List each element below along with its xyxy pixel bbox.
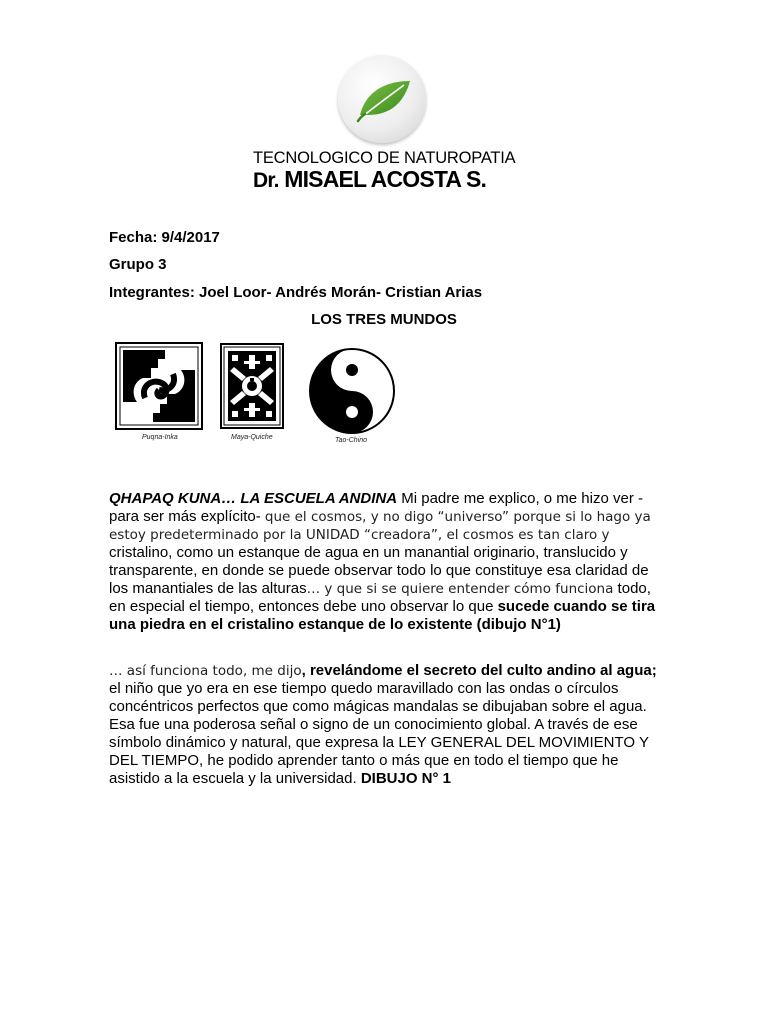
paragraph-1-heading: QHAPAQ KUNA… LA ESCUELA ANDINA bbox=[109, 490, 398, 507]
symbol-caption-3: Tao-Chino bbox=[335, 437, 368, 444]
paragraph-2-text-b: , revelándome el secreto del culto andino al agua; bbox=[301, 662, 657, 679]
paragraph-1-text-e: todo, en especial el tiempo, entonces debe uno observar lo que bbox=[109, 580, 651, 615]
members-line: Integrantes: Joel Loor- Andrés Morán- Cristian Arias bbox=[109, 284, 483, 301]
paragraph-2-text-c: el niño que yo era en ese tiempo quedo maravillado con las ondas o círculos concéntricos perfectos que como mágicas mandalas se dibujaban sobre el agua. Esa fue una poderosa señal o signo de un conocimiento global. A través de ese símbolo dinámico y natural, que expresa la LEY GENERAL DEL MOVIMIENTO Y DEL TIEMPO, he podido aprender tanto o más que en todo el tiempo que he asistido a la escuela y la universidad. bbox=[109, 680, 649, 787]
institution-line1: TECNOLOGICO DE NATUROPATIA bbox=[253, 149, 516, 167]
symbol-caption-2: Maya-Quiche bbox=[231, 434, 273, 441]
maya-glyph-icon bbox=[220, 343, 284, 429]
paragraph-1-text-a: Mi padre me explico, o me hizo ver -para ser más explícito- bbox=[109, 490, 643, 525]
institution-name: MISAEL ACOSTA S. bbox=[284, 166, 487, 192]
paragraph-2 bbox=[109, 662, 657, 788]
paragraph-2-text-d: DIBUJO N° 1 bbox=[360, 770, 451, 787]
paragraph-2-text-a: … así funciona todo, me dijo bbox=[109, 663, 302, 679]
date-line: Fecha: 9/4/2017 bbox=[109, 229, 220, 246]
leaf-icon bbox=[338, 55, 426, 143]
yin-yang-icon bbox=[308, 347, 396, 435]
paragraph-1-text-b: que el cosmos, y no digo “universo” porque si lo hago ya estoy predeterminado por la UNIDAD “creadora”, el cosmos es tan claro y bbox=[109, 509, 651, 543]
paragraph-1-text-f: sucede cuando se tira una piedra en el cristalino estanque de lo existente (dibujo N°1) bbox=[109, 598, 656, 633]
paragraph-1-text-d: … y que si se quiere entender cómo funciona bbox=[306, 581, 614, 597]
symbol-caption-1: Puqna-Inka bbox=[142, 434, 178, 441]
institution-prefix: Dr. bbox=[253, 169, 279, 192]
group-line: Grupo 3 bbox=[109, 256, 167, 273]
paragraph-1-text-c: cristalino, como un estanque de agua en un manantial originario, translucido y transparente, en donde se puede observar todo lo que constituye esa claridad de los manantiales de las alturas bbox=[109, 544, 649, 597]
institution-line2 bbox=[253, 166, 486, 193]
logo-badge bbox=[338, 55, 426, 143]
paragraph-1 bbox=[109, 490, 657, 634]
document-title: LOS TRES MUNDOS bbox=[311, 311, 457, 328]
chakana-spiral-icon bbox=[115, 342, 203, 430]
